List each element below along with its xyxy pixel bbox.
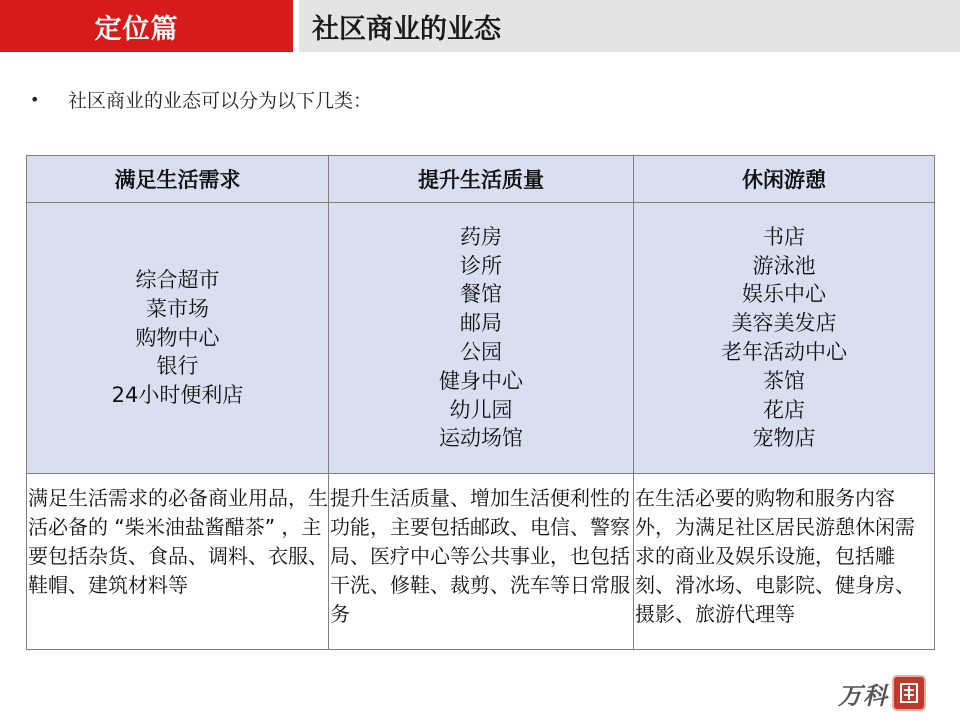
- column-header: 提升生活质量: [329, 156, 634, 203]
- list-item: 邮局: [460, 311, 502, 336]
- page-title: 社区商业的业态: [312, 13, 501, 45]
- intro-text: 社区商业的业态可以分为以下几类：: [68, 90, 373, 112]
- list-item: 游泳池: [752, 253, 816, 278]
- list-cell: [329, 203, 634, 474]
- list-item: 宠物店: [752, 426, 816, 451]
- description-cell: 在生活必要的购物和服务内容外，为满足社区居民游憩休闲需求的商业及娱乐设施，包括雕刻、滑冰场、电影院、健身房、摄影、旅游代理等: [634, 474, 935, 650]
- list-item: 公园: [460, 340, 502, 364]
- list-item: 茶馆: [763, 368, 805, 393]
- section-tag-label: 定位篇: [94, 13, 179, 45]
- list-item: 餐馆: [460, 282, 502, 307]
- bullet-icon: •: [30, 90, 40, 109]
- vanke-logo: [838, 673, 948, 713]
- column-header: 满足生活需求: [27, 156, 329, 203]
- list-item: 菜市场: [146, 296, 209, 321]
- list-item: 综合超市: [135, 268, 220, 292]
- list-item: 诊所: [460, 253, 502, 278]
- list-item: 运动场馆: [439, 426, 523, 451]
- table-list-row: [27, 203, 935, 474]
- list-item: 老年活动中心: [721, 340, 847, 364]
- list-item: 幼儿园: [449, 397, 513, 422]
- list-item: 健身中心: [439, 368, 523, 393]
- list-item: 花店: [763, 397, 805, 422]
- title-bar: [299, 0, 960, 52]
- description-cell: 提升生活质量、增加生活便利性的功能，主要包括邮政、电信、警察局、医疗中心等公共事业，也包括干洗、修鞋、裁剪、洗车等日常服务: [329, 474, 634, 650]
- list-item: 药房: [460, 224, 502, 249]
- section-tag: [0, 0, 293, 52]
- list-item: 娱乐中心: [742, 282, 826, 307]
- table-description-row: [27, 474, 935, 650]
- business-type-table: [26, 155, 935, 650]
- seal-icon: [892, 675, 926, 711]
- list-item: 24小时便利店: [111, 383, 244, 408]
- list-item: 购物中心: [135, 325, 220, 350]
- list-item: 美容美发店: [731, 311, 837, 336]
- description-cell: 满足生活需求的必备商业用品，生活必备的 “柴米油盐酱醋茶” ，主要包括杂货、食品、调料、衣服、鞋帽、建筑材料等: [27, 474, 329, 650]
- list-item: 银行: [156, 354, 199, 379]
- table-header-row: [27, 156, 935, 203]
- column-header: 休闲游憩: [634, 156, 935, 203]
- list-cell: [27, 203, 329, 474]
- intro-line: [30, 86, 372, 113]
- list-item: 书店: [763, 224, 805, 249]
- list-cell: [634, 203, 935, 474]
- logo-text: 万科: [838, 681, 888, 710]
